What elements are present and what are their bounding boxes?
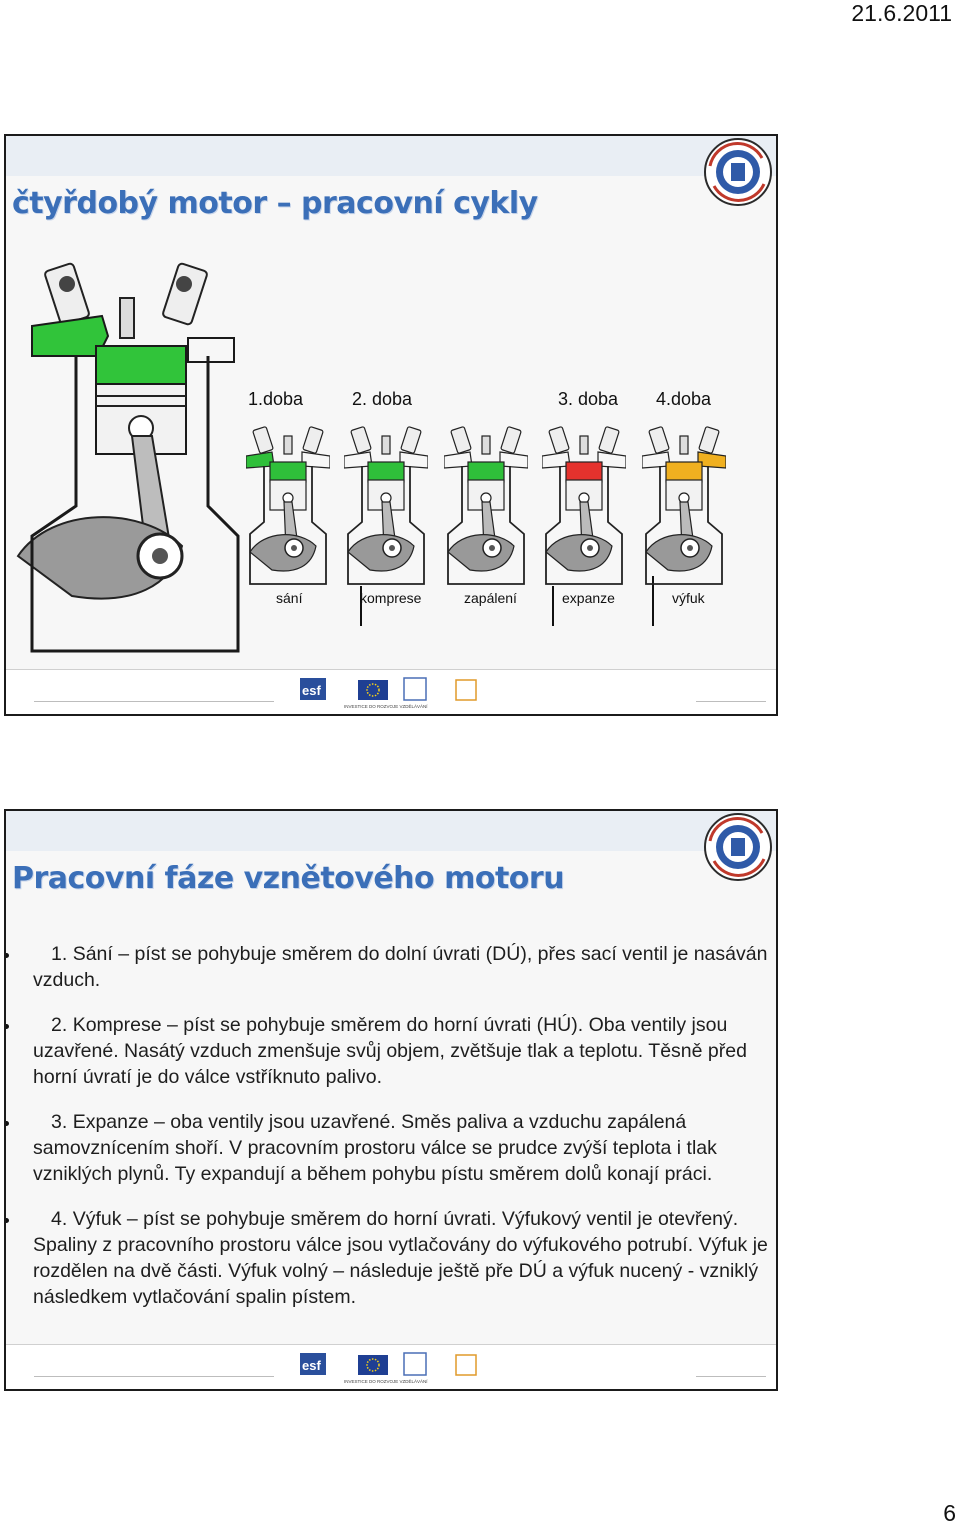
eu-funding-logos-icon xyxy=(300,1351,490,1385)
stroke-label-2: 2. doba xyxy=(352,389,413,409)
phase-label-2: komprese xyxy=(360,590,422,606)
list-item: 2. Komprese – píst se pohybuje směrem do horní úvrati (HÚ). Oba ventily jsou uzavřené. Nasátý vzduch zmenšuje svůj objem, zvětšuje tlak a teplotu. Těsně před horní úvratí je do válce vstříknuto palivo. xyxy=(6,1012,778,1090)
phase-engine-2-icon xyxy=(344,422,428,586)
phase-engine-4-icon xyxy=(542,422,626,586)
slide-diesel-phases xyxy=(4,809,778,1391)
combustion-chamber xyxy=(96,346,186,386)
page-date: 21.6.2011 xyxy=(851,0,952,26)
slide-title: Pracovní fáze vznětového motoru xyxy=(12,861,565,896)
phase-engine-3-icon xyxy=(444,422,528,586)
list-item: 4. Výfuk – píst se pohybuje směrem do horní úvrati. Výfukový ventil je otevřený. Spaliny z pracovního prostoru válce jsou vytlačovány do výfukového potrubí. Výfuk je rozdělen na dvě části. Výfuk volný – následuje ještě pře DÚ a výfuk nucený - vzniklý následkem vytlačování spalin pístem. xyxy=(6,1206,778,1310)
svg-text:esf: esf xyxy=(302,683,321,698)
slide-header-band xyxy=(6,811,776,851)
bullet-dot-icon xyxy=(4,953,9,958)
slide-footer xyxy=(6,669,776,714)
svg-text:INVESTICE DO ROZVOJE VZDĚLÁVÁN: INVESTICE DO ROZVOJE VZDĚLÁVÁNÍ xyxy=(344,1379,428,1384)
bullet-dot-icon xyxy=(4,1121,9,1126)
slide-header-band xyxy=(6,136,776,176)
slide-footer xyxy=(6,1344,776,1389)
phase-description-list xyxy=(6,941,778,1329)
phase-engine-1-icon xyxy=(246,422,330,586)
phase-label-3: zapálení xyxy=(464,590,517,606)
phase-label-4: expanze xyxy=(562,590,615,606)
spark-plug-icon xyxy=(120,298,134,338)
bullet-dot-icon xyxy=(4,1024,9,1029)
exhaust-valve-icon xyxy=(162,263,208,326)
stroke-label-1: 1.doba xyxy=(248,389,304,409)
phase-label-5: výfuk xyxy=(672,590,705,606)
stroke-label-4: 4.doba xyxy=(656,389,712,409)
eu-funding-logos-icon xyxy=(300,676,490,710)
page-number: 6 xyxy=(943,1500,956,1526)
list-item: 3. Expanze – oba ventily jsou uzavřené. Směs paliva a vzduchu zapálená samovznícením shoří. V pracovním prostoru válce se prudce zvýší teplota i tlak vzniklých plynů. Ty expandují a během pohybu pístu směrem dolů konají práci. xyxy=(6,1109,778,1187)
slide-title: čtyřdobý motor – pracovní cykly xyxy=(12,186,538,221)
engine-cross-section-illustration xyxy=(12,256,248,656)
phase-label-1: sání xyxy=(276,590,303,606)
school-logo-icon xyxy=(702,811,774,883)
svg-text:INVESTICE DO ROZVOJE VZDĚLÁVÁN: INVESTICE DO ROZVOJE VZDĚLÁVÁNÍ xyxy=(344,704,428,709)
phase-engine-5-icon xyxy=(642,422,726,586)
stroke-label-3: 3. doba xyxy=(558,389,619,409)
bullet-dot-icon xyxy=(4,1218,9,1223)
svg-text:esf: esf xyxy=(302,1358,321,1373)
school-logo-icon xyxy=(702,136,774,208)
slide-four-stroke-cycles xyxy=(4,134,778,716)
intake-valve-icon xyxy=(44,263,90,326)
phase-arrow-expanze xyxy=(552,586,554,626)
list-item: 1. Sání – píst se pohybuje směrem do dolní úvrati (DÚ), přes sací ventil je nasáván vzduch. xyxy=(6,941,778,993)
